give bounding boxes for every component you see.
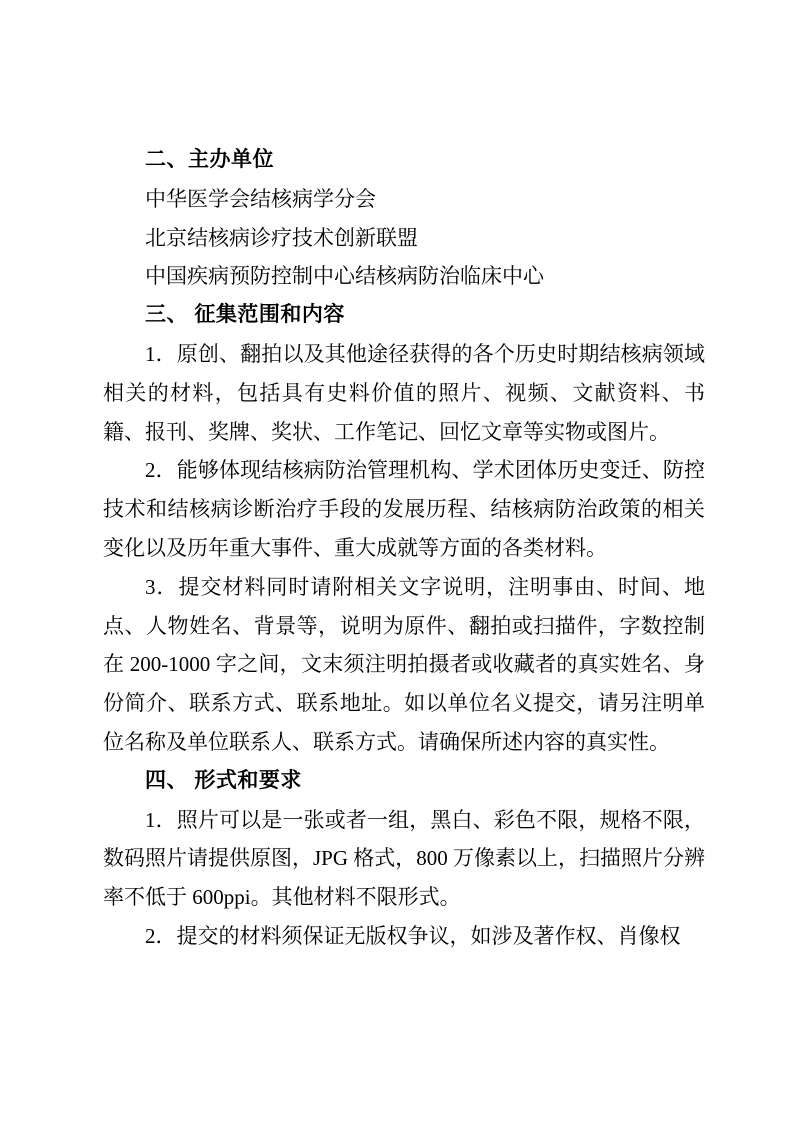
heading-section-format-requirements: 四、 形式和要求 <box>145 768 302 792</box>
format-item-2: 2．提交的材料须保证无版权争议，如涉及著作权、肖像权 <box>145 923 681 948</box>
format-item-1: 1．照片可以是一张或者一组，黑白、彩色不限，规格不限，数码照片请提供原图，JPG 格式，800 万像素以上，扫描照片分辨率不低于 600ppi。其他材料不限形式。 <box>103 807 706 910</box>
organizer-line-2: 北京结核病诊疗技术创新联盟 <box>145 225 418 250</box>
scope-item-2: 2．能够体现结核病防治管理机构、学术团体历史变迁、防控技术和结核病诊断治疗手段的发展历程、结核病防治政策的相关变化以及历年重大事件、重大成就等方面的各类材料。 <box>103 458 705 560</box>
heading-section-organizers: 二、主办单位 <box>145 148 274 171</box>
document-content <box>103 141 705 956</box>
scope-item-1: 1．原创、翻拍以及其他途径获得的各个历史时期结核病领域相关的材料，包括具有史料价值的照片、视频、文献资料、书籍、报刊、奖牌、奖状、工作笔记、回忆文章等实物或图片。 <box>103 341 705 444</box>
heading-section-collection-scope: 三、 征集范围和内容 <box>145 303 345 327</box>
scope-item-3: 3．提交材料同时请附相关文字说明，注明事由、时间、地点、人物姓名、背景等，说明为原件、翻拍或扫描件，字数控制在 200-1000 字之间，文末须注明拍摄者或收藏者的真实姓名、身份简介、联系方式、联系地址。如以单位名义提交，请另注明单位名称及单位联系人、联系方式。请确保所述内容的真实性。 <box>103 574 705 754</box>
organizer-line-1: 中华医学会结核病学分会 <box>145 186 376 211</box>
organizer-line-3: 中国疾病预防控制中心结核病防治临床中心 <box>145 264 544 289</box>
